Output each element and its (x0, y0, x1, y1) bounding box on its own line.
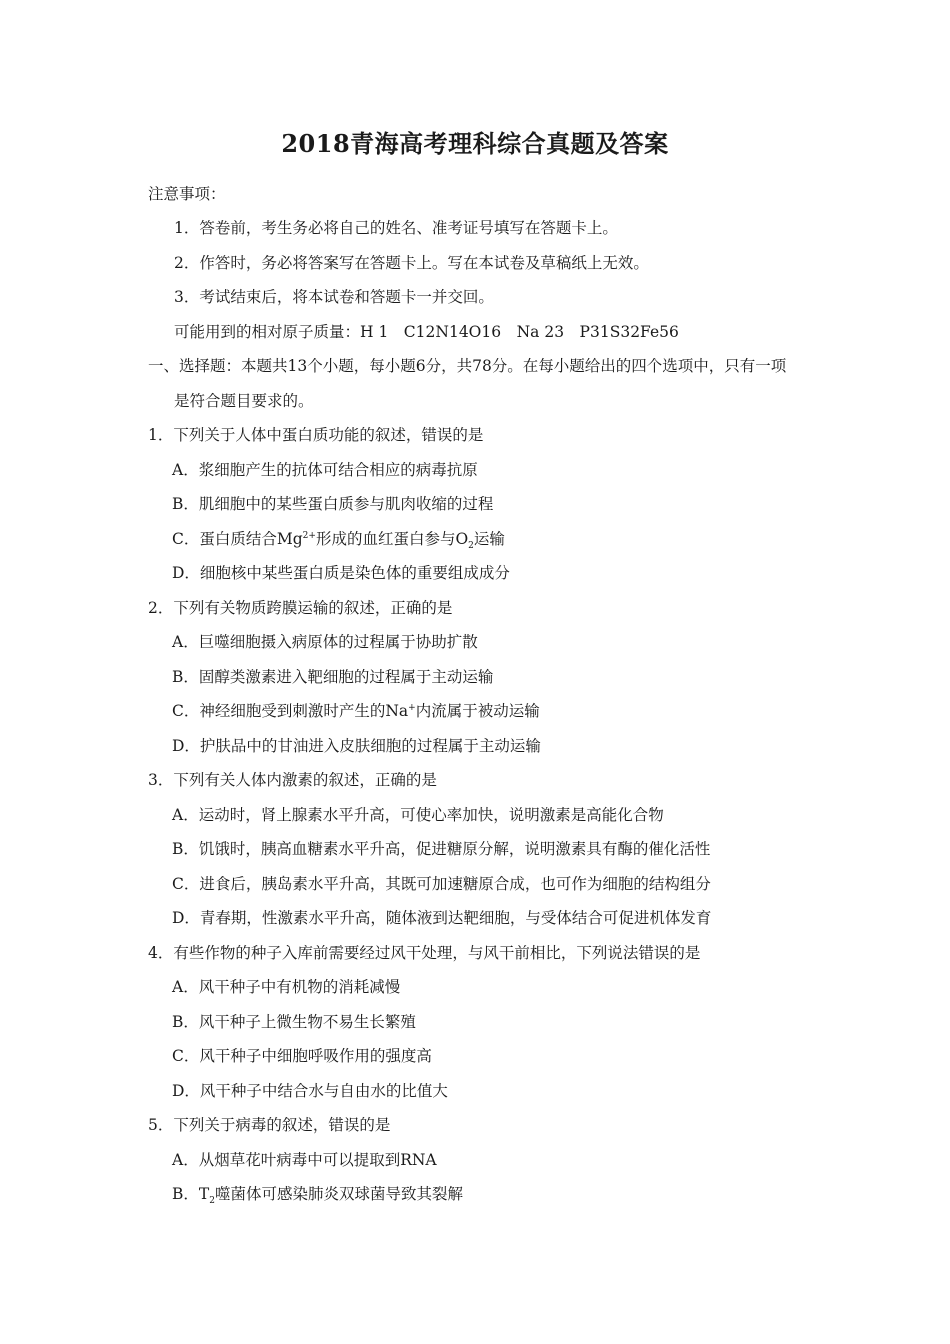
option-c-text-mid: 形成的血红蛋白参与O (315, 530, 469, 548)
question-1-option-c (172, 529, 505, 552)
notice-item-1: 1．答卷前，考生务必将自己的姓名、准考证号填写在答题卡上。 (174, 219, 618, 237)
question-2-option-b: B．固醇类激素进入靶细胞的过程属于主动运输 (172, 668, 494, 686)
question-5-stem: 5．下列关于病毒的叙述，错误的是 (148, 1116, 391, 1134)
question-4-stem: 4．有些作物的种子入库前需要经过风干处理，与风干前相比，下列说法错误的是 (148, 944, 701, 962)
page-title: 2018青海高考理科综合真题及答案 (281, 129, 669, 158)
question-1-stem: 1．下列关于人体中蛋白质功能的叙述，错误的是 (148, 426, 484, 444)
superscript: 2+ (302, 530, 316, 541)
question-1-option-b: B．肌细胞中的某些蛋白质参与肌肉收缩的过程 (172, 495, 494, 513)
subscript: 2 (209, 1196, 215, 1207)
question-5-option-b (172, 1184, 463, 1207)
atomic-mass-line: 可能用到的相对原子质量：H 1 C12N14O16 Na 23 P31S32Fe56 (174, 323, 679, 341)
superscript: + (408, 702, 416, 713)
notice-item-3: 3．考试结束后，将本试卷和答题卡一并交回。 (174, 288, 494, 306)
question-2-option-a: A．巨噬细胞摄入病原体的过程属于协助扩散 (172, 633, 478, 651)
option-c-text-post: 运输 (473, 530, 505, 548)
option-c-text-pre: C．神经细胞受到刺激时产生的Na (172, 702, 409, 720)
section-heading-cont: 是符合题目要求的。 (174, 392, 314, 410)
option-c-text-post: 内流属于被动运输 (415, 702, 540, 720)
question-3-option-a: A．运动时，肾上腺素水平升高，可使心率加快，说明激素是高能化合物 (172, 806, 664, 824)
notice-item-2: 2．作答时，务必将答案写在答题卡上。写在本试卷及草稿纸上无效。 (174, 254, 649, 272)
question-2-stem: 2．下列有关物质跨膜运输的叙述，正确的是 (148, 599, 453, 617)
question-3-option-c: C．进食后，胰岛素水平升高，其既可加速糖原合成，也可作为细胞的结构组分 (172, 875, 711, 893)
question-3-option-b: B．饥饿时，胰高血糖素水平升高，促进糖原分解，说明激素具有酶的催化活性 (172, 840, 711, 858)
question-2-option-d: D．护肤品中的甘油进入皮肤细胞的过程属于主动运输 (172, 737, 541, 755)
subscript: 2 (468, 541, 474, 552)
question-4-option-a: A．风干种子中有机物的消耗减慢 (172, 978, 401, 996)
question-3-option-d: D．青春期，性激素水平升高，随体液到达靶细胞，与受体结合可促进机体发育 (172, 909, 712, 927)
option-b-text-post: 噬菌体可感染肺炎双球菌导致其裂解 (214, 1185, 463, 1203)
section-heading: 一、选择题：本题共13个小题，每小题6分，共78分。在每小题给出的四个选项中，只有一项 (148, 357, 787, 375)
option-b-text-pre: B．T (172, 1185, 210, 1203)
notice-heading: 注意事项： (148, 185, 226, 203)
question-4-option-b: B．风干种子上微生物不易生长繁殖 (172, 1013, 416, 1031)
question-3-stem: 3．下列有关人体内激素的叙述，正确的是 (148, 771, 437, 789)
question-1-option-d: D．细胞核中某些蛋白质是染色体的重要组成成分 (172, 564, 510, 582)
question-2-option-c (172, 701, 540, 721)
question-4-option-d: D．风干种子中结合水与自由水的比值大 (172, 1082, 448, 1100)
question-1-option-a: A．浆细胞产生的抗体可结合相应的病毒抗原 (172, 461, 478, 479)
question-4-option-c: C．风干种子中细胞呼吸作用的强度高 (172, 1047, 432, 1065)
option-c-text-pre: C．蛋白质结合Mg (172, 530, 303, 548)
question-5-option-a: A．从烟草花叶病毒中可以提取到RNA (172, 1151, 437, 1169)
